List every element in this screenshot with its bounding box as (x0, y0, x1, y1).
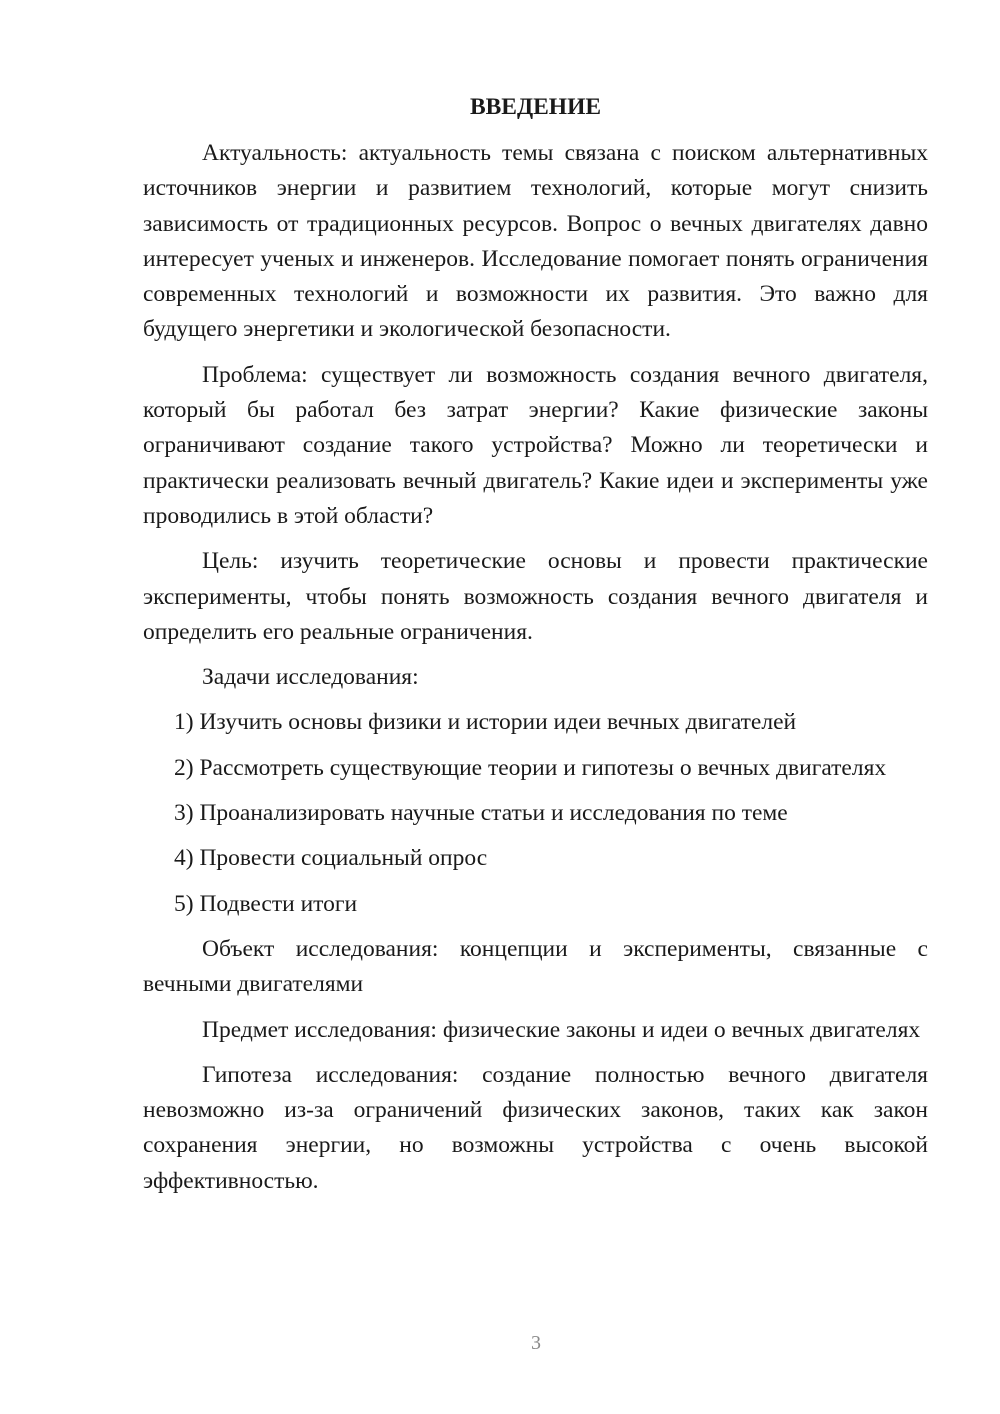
paragraph-problem: Проблема: существует ли возможность создания вечного двигателя, который бы работал без затрат энергии? Какие физические законы ограничивают создание такого устройства? Можно ли теоретически и практически реализовать вечный двигатель? Какие идеи и эксперименты уже проводились в этой области? (143, 361, 928, 529)
paragraph-subject: Предмет исследования: физические законы и идеи о вечных двигателях (202, 1016, 921, 1043)
paragraph-hypothesis: Гипотеза исследования: создание полностью вечного двигателя невозможно из-за ограничений физических законов, таких как закон сохранения энергии, но возможны устройства с очень высокой эффективностью. (143, 1061, 928, 1194)
paragraph-goal: Цель: изучить теоретические основы и провести практические эксперименты, чтобы понять возможность создания вечного двигателя и определить его реальные ограничения. (143, 548, 928, 645)
list-item: 3) Проанализировать научные статьи и исследования по теме (174, 800, 788, 827)
paragraph-relevance: Актуальность: актуальность темы связана с поиском альтернативных источников энергии и развитием технологий, которые могут снизить зависимость от традиционных ресурсов. Вопрос о вечных двигателях давно интересует ученых и инженеров. Исследование помогает понять ограничения современных технологий и возможности их развития. Это важно для будущего энергетики и экологической безопасности. (143, 140, 928, 343)
tasks-list (143, 705, 928, 921)
list-item: 5) Подвести итоги (174, 890, 358, 917)
paragraph-object: Объект исследования: концепции и эксперименты, связанные с вечными двигателями (143, 935, 928, 998)
list-item: 4) Провести социальный опрос (174, 845, 488, 872)
tasks-heading: Задачи исследования: (202, 664, 419, 691)
document-page (143, 90, 928, 1209)
page-number: 3 (531, 1332, 541, 1354)
list-item: 2) Рассмотреть существующие теории и гипотезы о вечных двигателях (174, 754, 887, 781)
list-item: 1) Изучить основы физики и истории идеи вечных двигателей (174, 709, 797, 736)
page-title: ВВЕДЕНИЕ (469, 94, 602, 120)
